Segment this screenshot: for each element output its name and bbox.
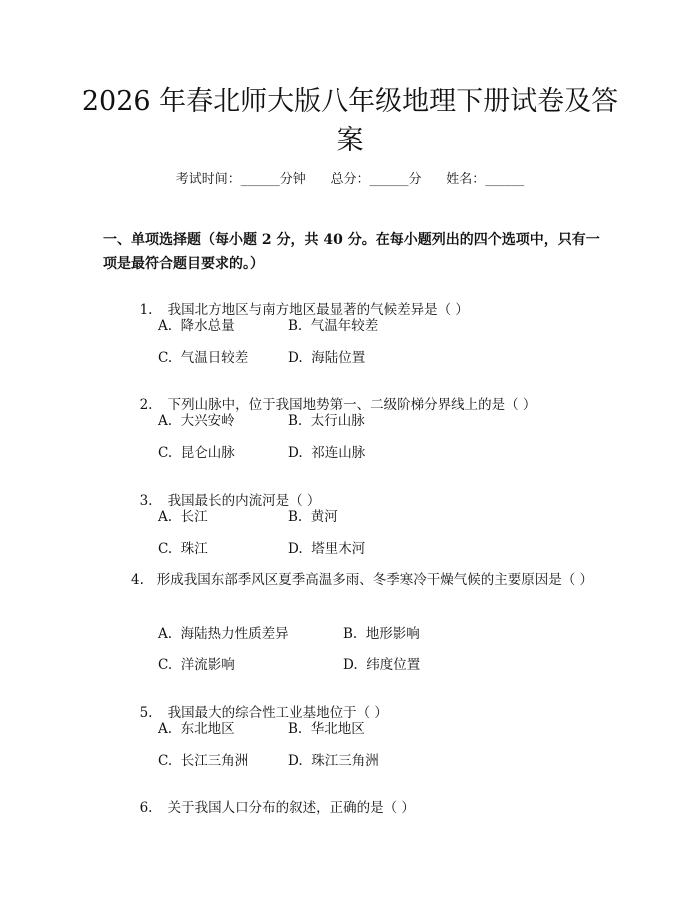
question-2 [131,377,536,413]
option-d: D. 珠江三角洲 [288,753,379,769]
question-4 [103,568,603,592]
option-a: A. 长江 [158,509,208,525]
option-b: B. 气温年较差 [288,318,379,334]
question-stem: 形成我国东部季风区夏季高温多雨、冬季寒冷干燥气候的主要原因是（ ） [156,572,594,588]
question-stem: 我国最大的综合性工业基地位于（ ） [167,705,388,721]
question-5 [131,685,388,721]
section-1-heading: 一、单项选择题（每小题 2 分，共 40 分。在每小题列出的四个选项中，只有一项是最符合题目要求的。） [103,232,600,272]
question-number: 6. [139,800,153,816]
exam-title-line-1: 2026 年春北师大版八年级地理下册试卷及答 [81,86,619,117]
question-number: 3. [139,493,153,509]
option-d: D. 海陆位置 [288,350,366,366]
question-1 [131,282,469,318]
option-c: C. 昆仑山脉 [158,445,235,461]
question-number: 2. [139,397,153,413]
option-d: D. 纬度位置 [343,657,421,673]
question-number: 4. [131,572,144,588]
option-c: C. 气温日较差 [158,350,249,366]
option-c: C. 洋流影响 [158,657,235,673]
option-b: B. 华北地区 [288,721,365,737]
question-stem: 关于我国人口分布的叙述，正确的是（ ） [167,800,415,816]
option-a: A. 降水总量 [158,318,235,334]
question-3 [131,473,320,509]
exam-title-line-2: 案 [336,125,364,156]
question-6 [131,780,415,816]
question-stem: 我国北方地区与南方地区最显著的气候差异是（ ） [167,302,469,318]
question-stem: 我国最长的内流河是（ ） [167,493,321,509]
option-d: D. 塔里木河 [288,541,366,557]
question-number: 1. [139,302,153,318]
option-a: A. 海陆热力性质差异 [158,626,289,642]
exam-info-line: 考试时间：______分钟 总分：______分 姓名：______ [175,172,525,187]
question-number: 5. [139,705,153,721]
option-b: B. 地形影响 [343,626,420,642]
option-a: A. 大兴安岭 [158,413,235,429]
question-stem: 下列山脉中，位于我国地势第一、二级阶梯分界线上的是（ ） [167,397,537,413]
option-b: B. 太行山脉 [288,413,365,429]
option-a: A. 东北地区 [158,721,235,737]
option-d: D. 祁连山脉 [288,445,366,461]
option-c: C. 长江三角洲 [158,753,249,769]
option-b: B. 黄河 [288,509,338,525]
option-c: C. 珠江 [158,541,208,557]
